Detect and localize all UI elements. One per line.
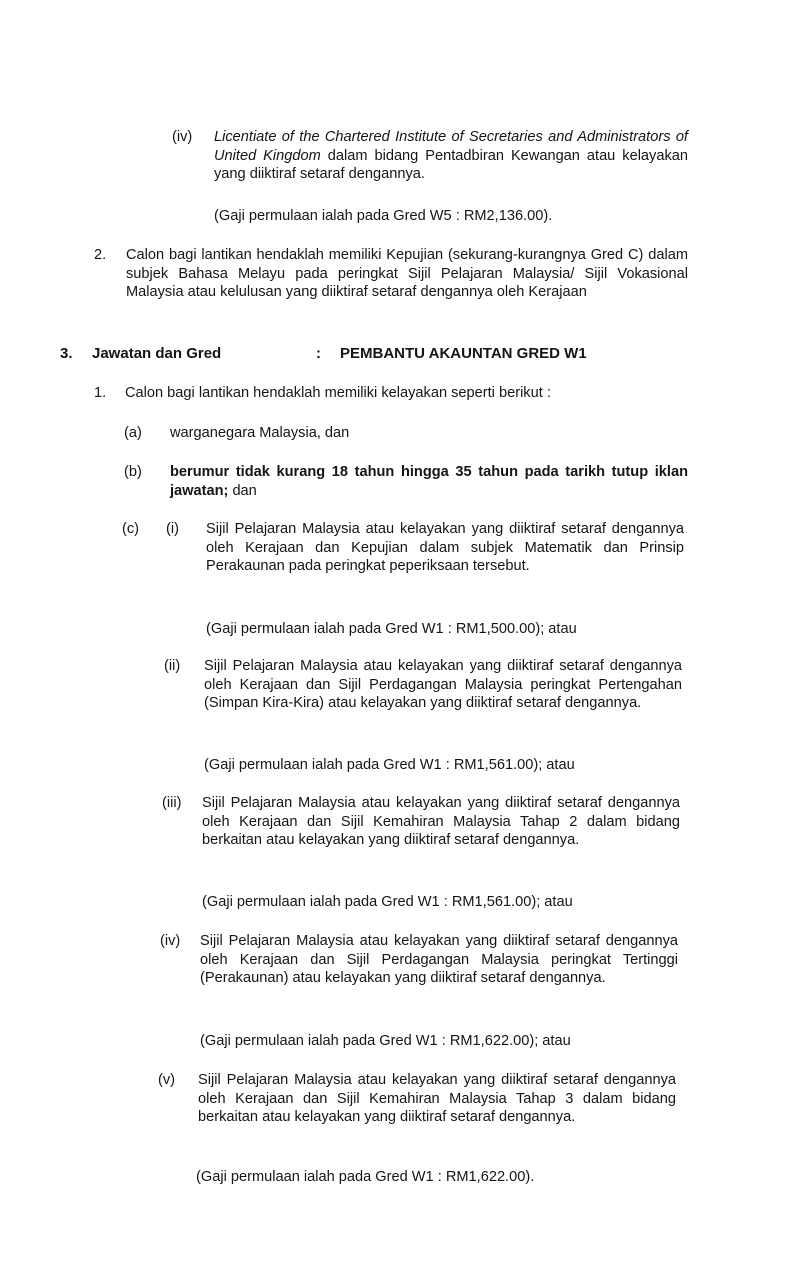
- item-c-label: (c): [122, 521, 140, 537]
- item-c-v-text: Sijil Pelajaran Malaysia atau kelayakan yang diiktiraf setaraf dengannya oleh Kerajaan dan Sijil Kemahiran Malaysia Tahap 3 dalam bidang berkaitan atau kelayakan yang diiktiraf setaraf dengannya.: [198, 1072, 676, 1125]
- item-a-text: warganegara Malaysia, dan: [170, 425, 350, 441]
- item-c-ii-text: Sijil Pelajaran Malaysia atau kelayakan yang diiktiraf setaraf dengannya oleh Kerajaan dan Sijil Perdagangan Malaysia peringkat Pertengahan (Simpan Kira-Kira) atau kelayakan yang diiktiraf setaraf dengannya.: [204, 658, 682, 711]
- item-c-ii-label: (ii): [164, 658, 181, 674]
- item-b-bold: berumur tidak kurang 18 tahun hingga 35 tahun pada tarikh tutup iklan jawatan;: [170, 464, 688, 499]
- item-c-v-label: (v): [158, 1072, 176, 1088]
- item-c-i-salary: (Gaji permulaan ialah pada Gred W1 : RM1,500.00); atau: [206, 621, 577, 637]
- item-b-rest: dan: [228, 482, 257, 499]
- item-b-label: (b): [124, 464, 142, 480]
- item1-number: 1.: [94, 385, 107, 401]
- prev-item2-text: Calon bagi lantikan hendaklah memiliki Kepujian (sekurang-kurangnya Gred C) dalam subjek Bahasa Melayu pada peringkat Sijil Pelajaran Malaysia/ Sijil Vokasional Malaysia atau kelulusan yang diiktiraf setaraf dengannya oleh Kerajaan: [126, 247, 688, 300]
- item-c-i-text: Sijil Pelajaran Malaysia atau kelayakan yang diiktiraf setaraf dengannya oleh Kerajaan dan Kepujian dalam subjek Matematik dan Prinsip Perakaunan pada peringkat peperiksaan tersebut.: [206, 521, 684, 574]
- item-c-iv-salary: (Gaji permulaan ialah pada Gred W1 : RM1,622.00); atau: [200, 1033, 571, 1049]
- prev-iv-text: [214, 128, 688, 184]
- item-c-iii-text: Sijil Pelajaran Malaysia atau kelayakan yang diiktiraf setaraf dengannya oleh Kerajaan dan Sijil Kemahiran Malaysia Tahap 2 dalam bidang berkaitan atau kelayakan yang diiktiraf setaraf dengannya.: [202, 795, 680, 848]
- item-c-v-salary: (Gaji permulaan ialah pada Gred W1 : RM1,622.00).: [196, 1169, 535, 1185]
- prev-iv-label: (iv): [172, 129, 193, 145]
- item-c-ii-salary: (Gaji permulaan ialah pada Gred W1 : RM1,561.00); atau: [204, 757, 575, 773]
- item-b-text: [170, 463, 688, 500]
- prev-iv-rest: dalam bidang Pentadbiran Kewangan atau kelayakan yang diiktiraf setaraf dengannya.: [214, 147, 688, 182]
- item-c-iii-label: (iii): [162, 795, 182, 811]
- item-a-label: (a): [124, 425, 142, 441]
- item-c-iv-label: (iv): [160, 933, 181, 949]
- item-c-iv-text: Sijil Pelajaran Malaysia atau kelayakan yang diiktiraf setaraf dengannya oleh Kerajaan dan Sijil Perdagangan Malaysia peringkat Tertinggi (Perakaunan) atau kelayakan yang diiktiraf setaraf dengannya.: [200, 933, 678, 986]
- prev-iv-salary: (Gaji permulaan ialah pada Gred W5 : RM2,136.00).: [214, 208, 553, 224]
- prev-item2-number: 2.: [94, 247, 107, 263]
- section-label: Jawatan dan Gred: [92, 345, 222, 362]
- item1-text: Calon bagi lantikan hendaklah memiliki kelayakan seperti berikut :: [125, 385, 551, 401]
- item-c-iii-salary: (Gaji permulaan ialah pada Gred W1 : RM1,561.00); atau: [202, 894, 573, 910]
- section-title: PEMBANTU AKAUNTAN GRED W1: [340, 345, 587, 362]
- section-colon: :: [316, 345, 321, 362]
- item-c-i-label: (i): [166, 521, 179, 537]
- section-number: 3.: [60, 345, 73, 362]
- prev-iv-italic: Licentiate of the Chartered Institute of Secretaries and Administrators of United Kingdom: [214, 129, 688, 164]
